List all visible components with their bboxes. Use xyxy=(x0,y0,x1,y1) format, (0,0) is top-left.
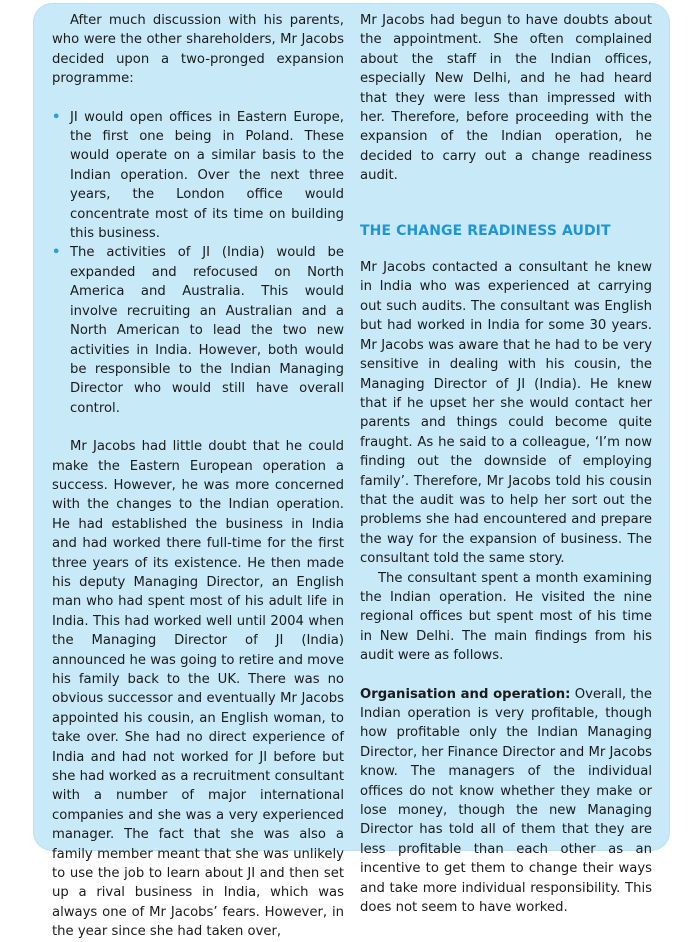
body-paragraph: Mr Jacobs contacted a consultant he knew in India who was experienced at carrying out such audits. The consultant was English but had worked in India for some 30 years. Mr Jacobs was aware that he had to be very sensitive in dealing with his cousin, the Managing Director of JI (India). He knew that if he upset her she would contact her parents and things could become quite fraught. As he said to a colleague, ‘I’m now finding out the downside of employing family’. Therefore, Mr Jacobs told his cousin that the audit was to help her sort out the problems she had encountered and prepare the way for the expansion of business. The consultant told the same story. xyxy=(360,260,652,567)
findings-text: Overall, the Indian operation is very profitable, though how profitable only the Indian Managing Director, her Finance Director and Mr Jacobs know. The managers of the individual offices do not know whether they make or lose money, though the new Managing Director has told all of them that they are less profitable than each other as an incentive to get them to change their ways and take more individual responsibility. This does not seem to have worked. xyxy=(360,686,652,916)
findings-paragraph xyxy=(360,685,652,918)
intro-paragraph: After much discussion with his parents, who were the other shareholders, Mr Jacobs decided upon a two-pronged expansion programme: xyxy=(52,13,344,87)
subheading: Organisation and operation: xyxy=(360,686,571,702)
right-column xyxy=(360,11,652,917)
bullet-text: JI would open offices in Eastern Europe, the first one being in Poland. These would operate on a similar basis to the Indian operation. Over the next three years, the London office would concentrate most of its time on building this business. xyxy=(70,109,344,242)
list-item xyxy=(52,108,344,244)
bullet-text: The activities of JI (India) would be expanded and refocused on North America and Australia. This would involve recruiting an Australian and a North American to lead the two new activities in India. However, both would be responsible to the Indian Managing Director who would still have overall control. xyxy=(70,245,344,416)
section-heading: THE CHANGE READINESS AUDIT xyxy=(360,222,611,239)
list-item xyxy=(52,243,344,418)
body-paragraph: Mr Jacobs had begun to have doubts about the appointment. She often complained about the staff in the Indian offices, especially New Delhi, and he had heard that they were less than impressed with her. Therefore, before proceeding with the expansion of the Indian operation, he decided to carry out a change readiness audit. xyxy=(360,13,652,184)
left-column xyxy=(52,11,344,942)
bullet-icon: • xyxy=(52,245,61,261)
bullet-icon: • xyxy=(52,109,61,125)
expansion-bullet-list xyxy=(52,108,344,419)
body-paragraph: Mr Jacobs had little doubt that he could make the Eastern European operation a success. However, he was more concerned with the changes to the Indian operation. He had established the business in India and had worked there full-time for the first three years of its existence. He then made his deputy Managing Director, an English man who had spent most of his adult life in India. This had worked well until 2004 when the Managing Director of JI (India) announced he was going to retire and move his family back to the UK. There was no obvious successor and eventually Mr Jacobs appointed his cousin, an English woman, to take over. She had no direct experience of India and had not worked for JI before but she had worked as a recruitment consultant with a number of major international companies and she was a very experienced manager. The fact that she was also a family member meant that she was unlikely to use the job to learn about JI and then set up a rival business in India, which was always one of Mr Jacobs’ fears. However, in the year since she had taken over, xyxy=(52,439,344,940)
body-paragraph: The consultant spent a month examining the Indian operation. He visited the nine regional offices but spent most of his time in New Delhi. The main findings from his audit were as follows. xyxy=(360,570,652,664)
